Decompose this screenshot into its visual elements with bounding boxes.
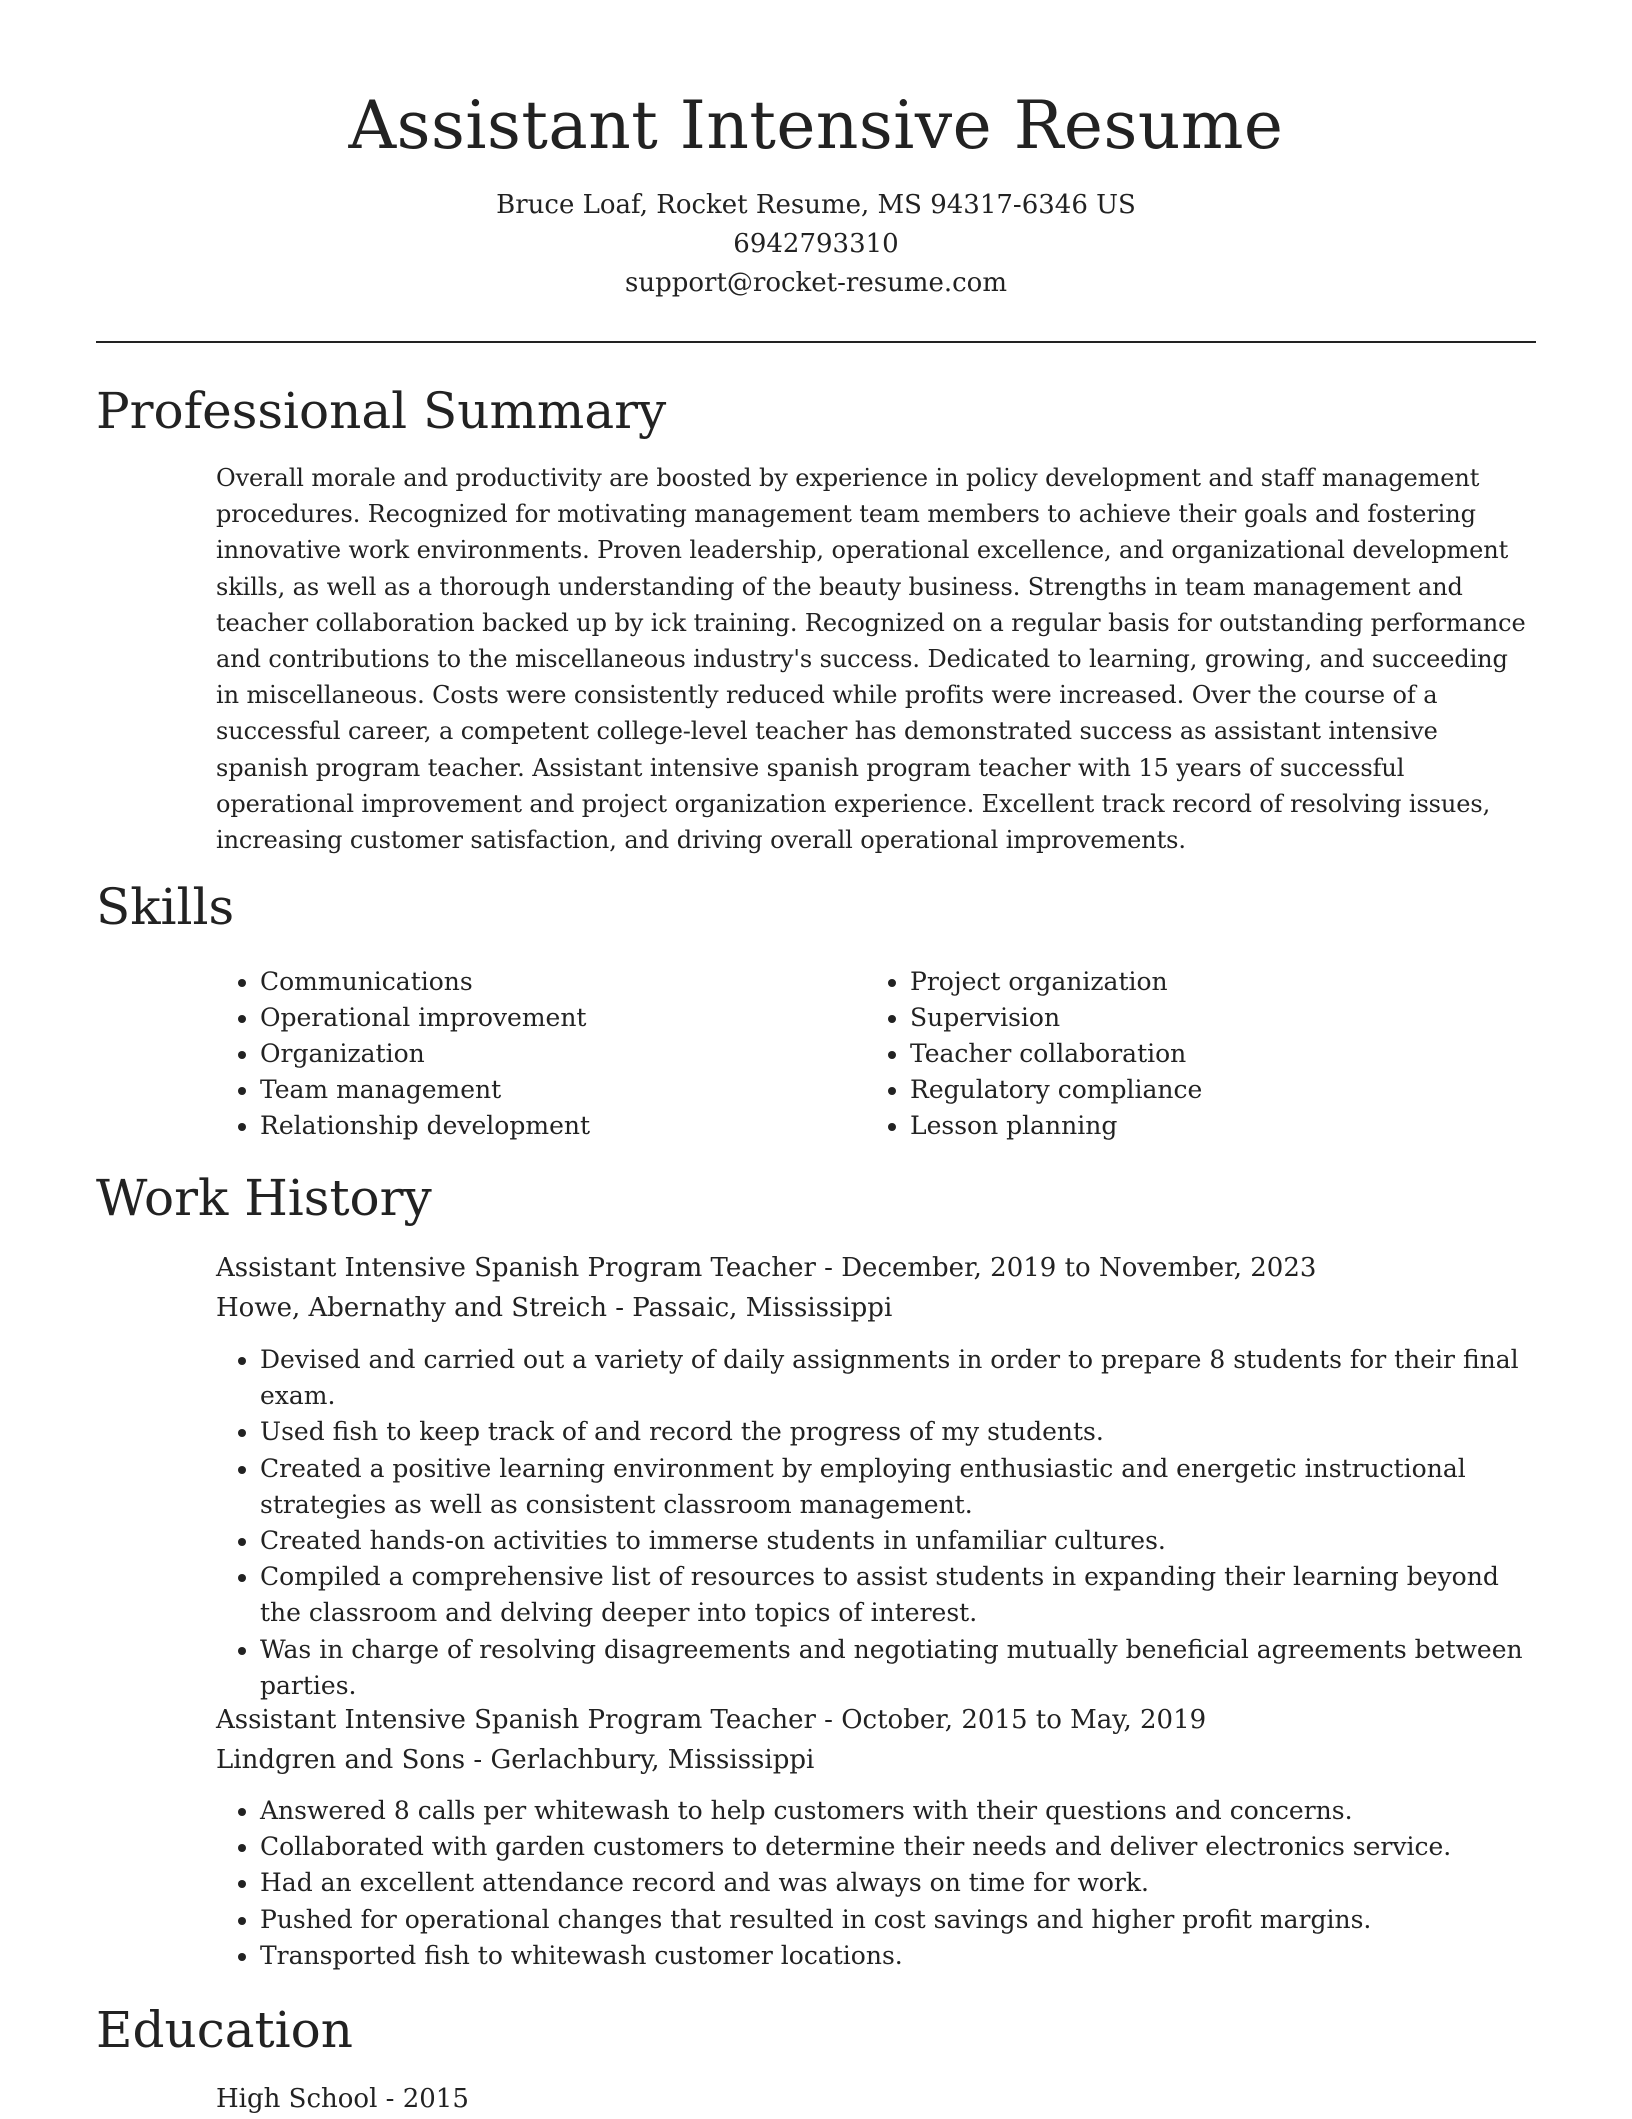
job-bullet: • Collaborated with garden customers to determine their needs and deliver electronics service.	[260, 1829, 1534, 1865]
skill-item: • Supervision	[910, 1000, 1530, 1036]
summary-heading: Professional Summary	[96, 382, 667, 440]
contact-address: Bruce Loaf, Rocket Resume, MS 94317-6346 US	[496, 190, 1136, 220]
skill-item: • Team management	[260, 1072, 850, 1108]
job-bullet: • Transported fish to whitewash customer locations.	[260, 1938, 1534, 1974]
job-bullet: • Used fish to keep track of and record the progress of my students.	[260, 1414, 1534, 1450]
job-bullet: • Pushed for operational changes that resulted in cost savings and higher profit margins.	[260, 1902, 1534, 1938]
job-title-line: Assistant Intensive Spanish Program Teacher - December, 2019 to November, 2023	[216, 1253, 1317, 1283]
skill-item: • Operational improvement	[260, 1000, 850, 1036]
skills-heading: Skills	[96, 878, 235, 936]
job-bullet: • Created a positive learning environment by employing enthusiastic and energetic instructional strategies as well as consistent classroom management.	[260, 1451, 1534, 1523]
job-bullet: • Had an excellent attendance record and was always on time for work.	[260, 1865, 1534, 1901]
job-bullet: • Was in charge of resolving disagreements and negotiating mutually beneficial agreements between parties.	[260, 1632, 1534, 1704]
resume-header	[0, 0, 1632, 303]
education-heading: Education	[96, 2001, 353, 2059]
job-title-line: Assistant Intensive Spanish Program Teacher - October, 2015 to May, 2019	[216, 1705, 1207, 1735]
job-company-line: Howe, Abernathy and Streich - Passaic, Mississippi	[216, 1293, 893, 1323]
skill-item: • Relationship development	[260, 1108, 850, 1144]
skills-list-left	[216, 964, 850, 1144]
skill-item: • Teacher collaboration	[910, 1036, 1530, 1072]
job-bullet: • Compiled a comprehensive list of resources to assist students in expanding their learning beyond the classroom and delving deeper into topics of interest.	[260, 1559, 1534, 1631]
job-bullets	[216, 1793, 1534, 1974]
skills-list-right	[866, 964, 1530, 1144]
job-bullet: • Devised and carried out a variety of daily assignments in order to prepare 8 students for their final exam.	[260, 1342, 1534, 1414]
skill-item: • Lesson planning	[910, 1108, 1530, 1144]
contact-email: support@rocket-resume.com	[624, 268, 1007, 298]
skill-item: • Organization	[260, 1036, 850, 1072]
summary-text: Overall morale and productivity are boosted by experience in policy development and staff management procedures. Recognized for motivating management team members to achieve their goals and fostering innovative work environments. Proven leadership, operational excellence, and organizational development skills, as well as a thorough understanding of the beauty business. Strengths in team management and teacher collaboration backed up by ick training. Recognized on a regular basis for outstanding performance and contributions to the miscellaneous industry's success. Dedicated to learning, growing, and succeeding in miscellaneous. Costs were consistently reduced while profits were increased. Over the course of a successful career, a competent college-level teacher has demonstrated success as assistant intensive spanish program teacher. Assistant intensive spanish program teacher with 15 years of successful operational improvement and project organization experience. Excellent track record of resolving issues, increasing customer satisfaction, and driving overall operational improvements.	[216, 464, 1526, 855]
job-bullets	[216, 1342, 1534, 1704]
header-divider	[96, 341, 1536, 343]
skill-item: • Communications	[260, 964, 850, 1000]
work-history-heading: Work History	[96, 1169, 432, 1227]
education-line: High School - 2015	[216, 2084, 469, 2114]
skill-item: • Project organization	[910, 964, 1530, 1000]
resume-title: Assistant Intensive Resume	[348, 87, 1284, 164]
job-company-line: Lindgren and Sons - Gerlachbury, Mississippi	[216, 1745, 815, 1775]
skill-item: • Regulatory compliance	[910, 1072, 1530, 1108]
job-bullet: • Answered 8 calls per whitewash to help customers with their questions and concerns.	[260, 1793, 1534, 1829]
job-bullet: • Created hands-on activities to immerse students in unfamiliar cultures.	[260, 1523, 1534, 1559]
contact-phone: 6942793310	[733, 229, 899, 259]
contact-block	[0, 186, 1632, 303]
